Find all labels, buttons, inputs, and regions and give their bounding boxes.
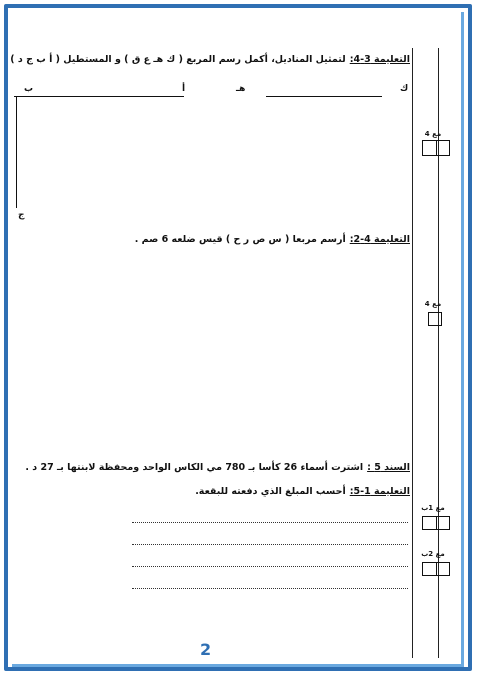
grade-box-1 [422, 140, 450, 156]
task-2-label: التعليمة 4-2: [349, 234, 410, 245]
segment-b-j [16, 96, 17, 208]
grade-box-4 [422, 562, 450, 576]
sanad-5 [25, 462, 410, 473]
worksheet-page [10, 18, 460, 658]
grade-label-3: مع 1ب [421, 504, 445, 512]
point-h: هـ [236, 84, 246, 94]
point-k: ك [400, 84, 409, 94]
sanad-5-text: اشترت أسماء 26 كأسا بـ 780 مي الكاس الواحد ومحفظة لابنتها بـ 27 د . [25, 462, 364, 473]
margin-line-1 [412, 48, 413, 658]
grade-box-3 [422, 516, 450, 530]
grade-label-1: مع 4 [424, 130, 442, 138]
task-1-text: لتمثيل المناديل، أكمل رسم المربع ( ك هـ ع ق ) و المستطيل ( أ ب ج د ) [10, 54, 346, 65]
grade-label-2: مع 4 [424, 300, 442, 308]
page-number: 2 [200, 640, 212, 659]
sanad-5-label: السند 5 : [367, 462, 410, 473]
answer-line-4[interactable] [132, 588, 408, 589]
point-a: أ [182, 84, 186, 94]
task-2 [135, 234, 410, 245]
answer-line-1[interactable] [132, 522, 408, 523]
segment-a-b [14, 96, 184, 97]
answer-line-2[interactable] [132, 544, 408, 545]
segment-k-h [266, 96, 382, 97]
task-3 [195, 486, 410, 497]
task-2-text: أرسم مربعا ( س ص ر ح ) قيس ضلعه 6 صم . [134, 234, 346, 245]
point-j: ج [18, 210, 25, 220]
task-1 [10, 54, 410, 65]
grade-box-2 [428, 312, 442, 326]
answer-line-3[interactable] [132, 566, 408, 567]
grade-label-4: مع 2ب [421, 550, 445, 558]
task-3-label: التعليمة 1-5: [349, 486, 410, 497]
task-1-label: التعليمة 3-4: [349, 54, 410, 65]
task-3-text: أحسب المبلغ الذي دفعته للبقعة. [195, 486, 346, 497]
point-b: ب [24, 84, 34, 94]
